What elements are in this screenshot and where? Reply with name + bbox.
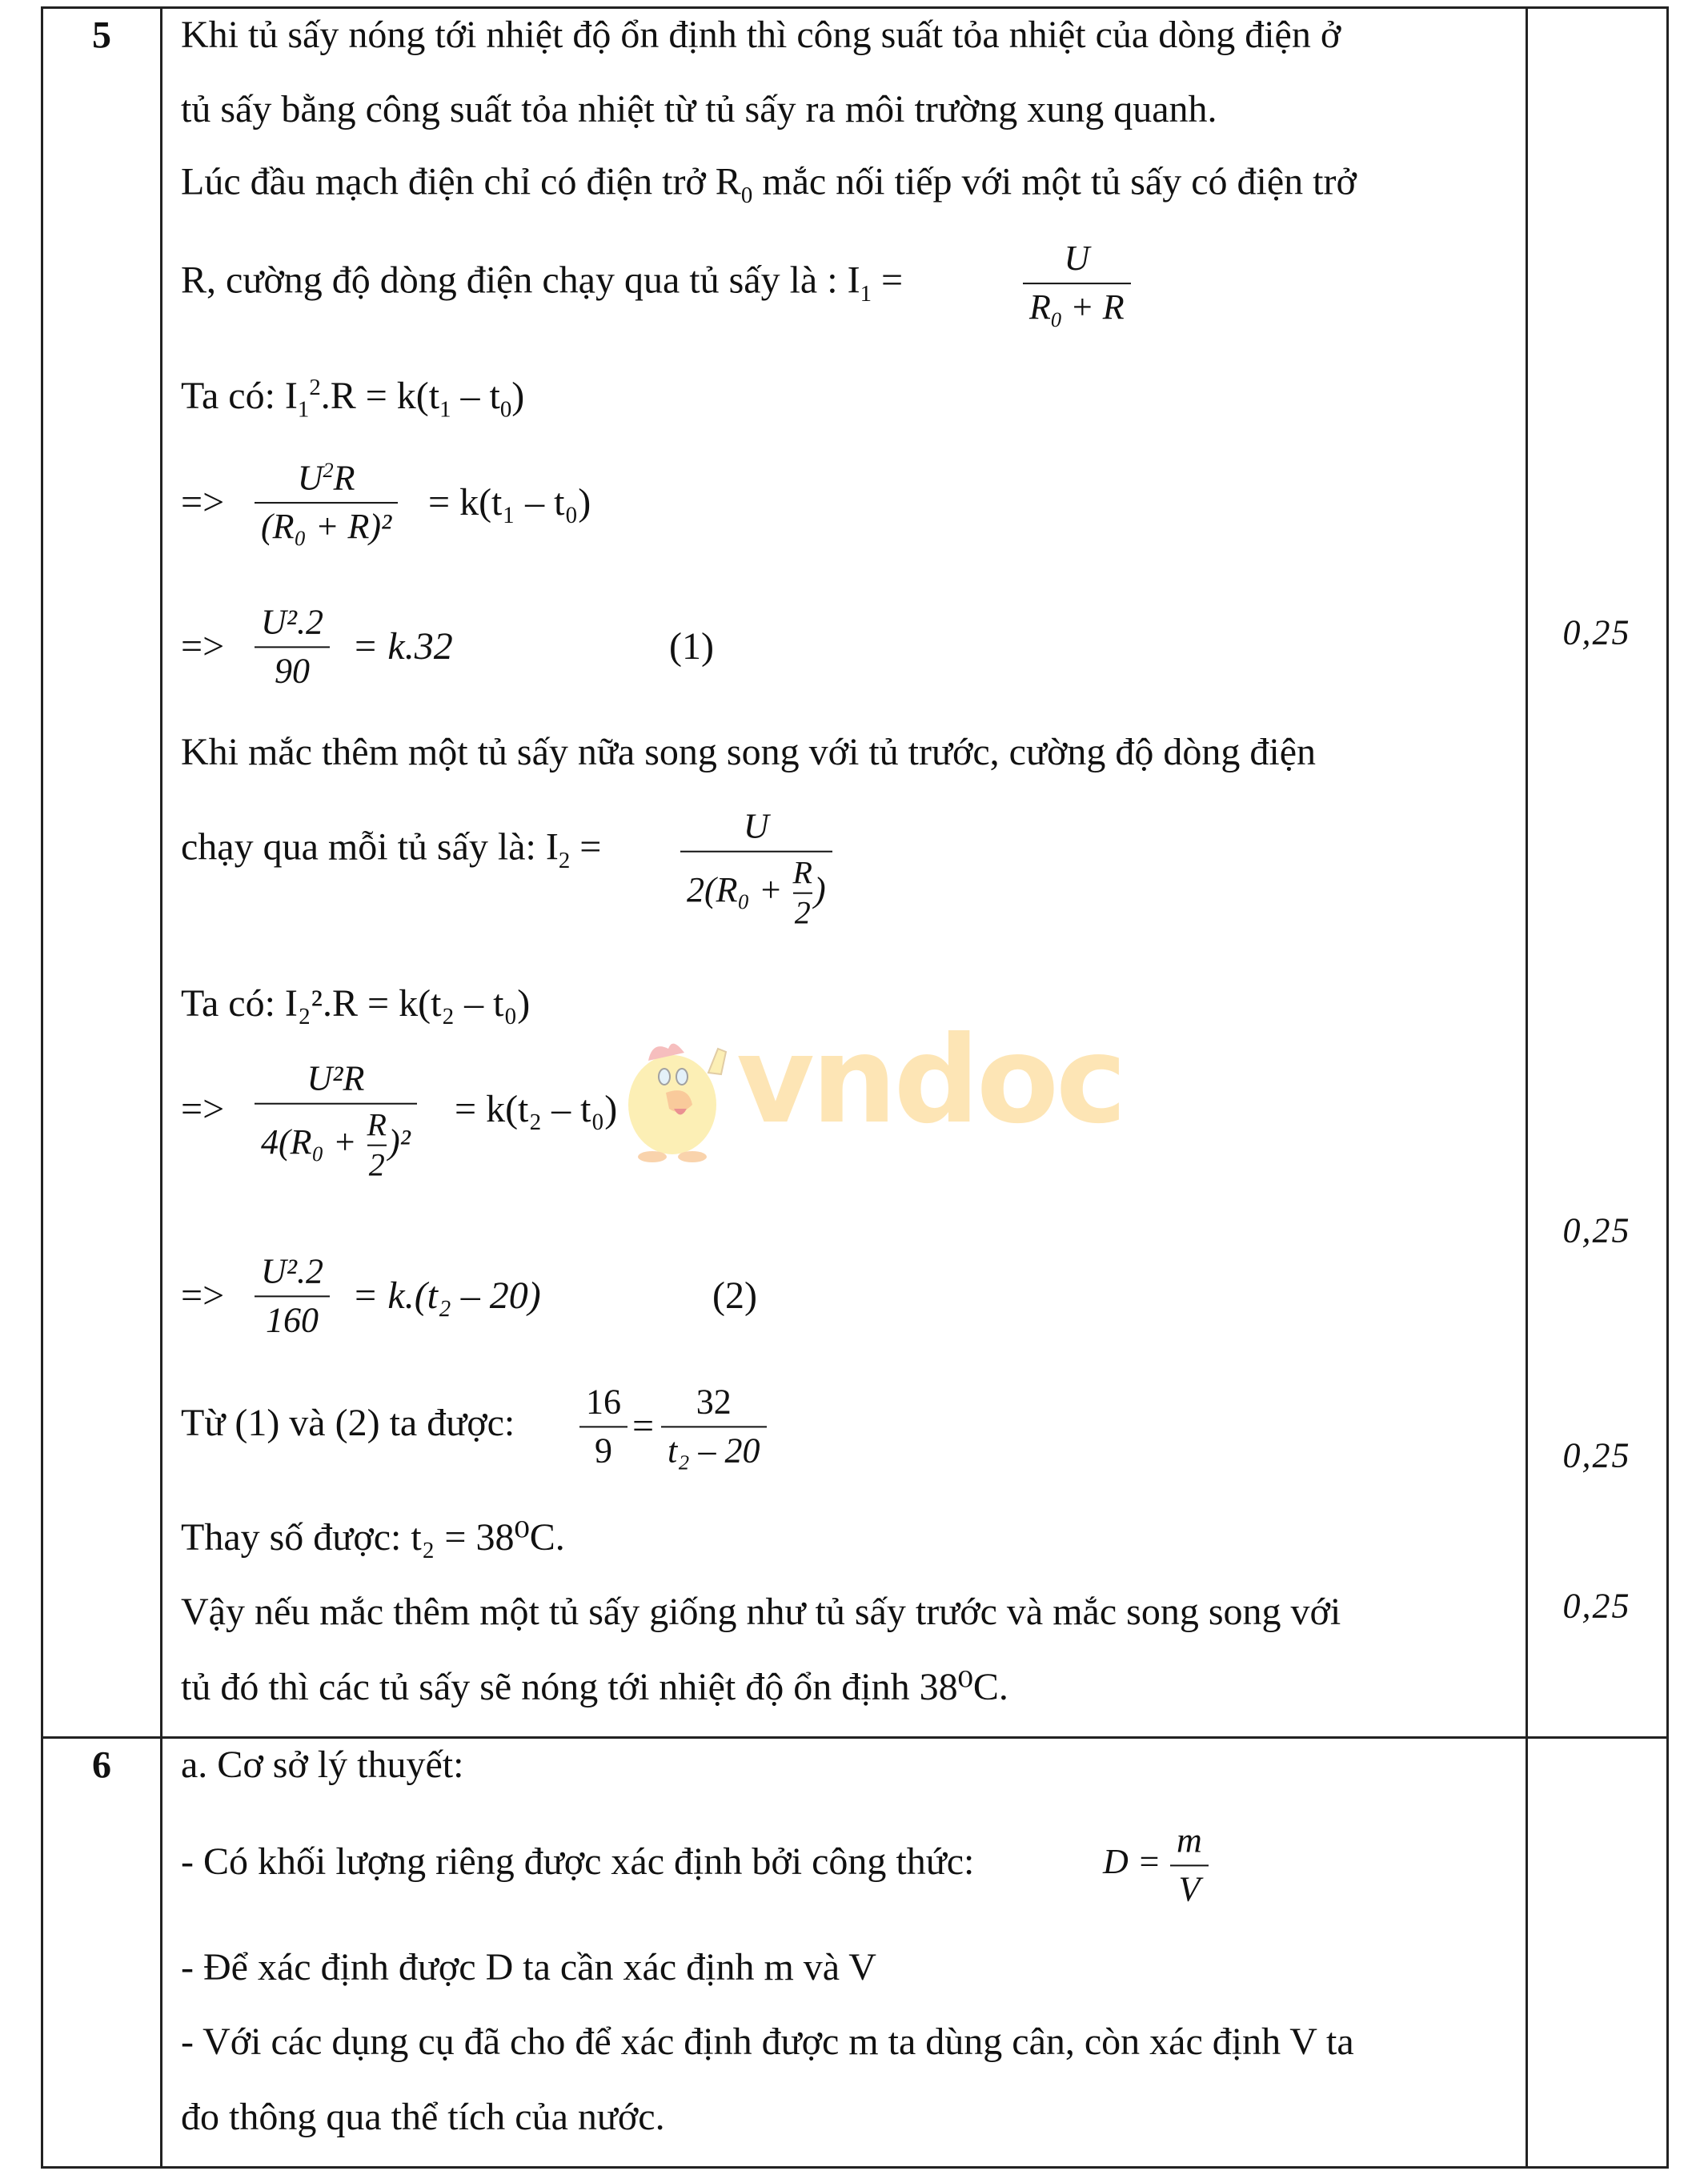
superscript: 2 bbox=[309, 374, 321, 400]
text-segment: Lúc đầu mạch điện chỉ có điện trở R bbox=[181, 160, 741, 203]
formula-6 bbox=[255, 1251, 330, 1340]
text-segment: U bbox=[297, 458, 323, 498]
text-segment: mắc nối tiếp với một tủ sấy có điện trở bbox=[752, 160, 1357, 203]
fraction-numerator: 16 bbox=[586, 1382, 621, 1422]
table-left-border bbox=[41, 6, 43, 2169]
fraction-bar bbox=[255, 502, 398, 504]
subscript: 0 bbox=[1050, 307, 1062, 331]
fraction-denominator: 2 bbox=[368, 1146, 385, 1183]
watermark-text: vndoc bbox=[736, 1011, 1124, 1150]
equation-label: (1) bbox=[669, 625, 714, 668]
formula-3 bbox=[255, 602, 330, 691]
fraction-denominator bbox=[255, 1107, 417, 1182]
question-number: 6 bbox=[92, 1744, 111, 1787]
formula-2 bbox=[255, 458, 398, 548]
fraction-bar bbox=[255, 1295, 330, 1297]
subscript: 0 bbox=[740, 182, 753, 208]
subscript: 1 bbox=[439, 396, 451, 423]
text-segment: Ta có: I bbox=[181, 374, 298, 417]
fraction-denominator: (R₀ + R)² bbox=[261, 507, 392, 547]
question-number: 5 bbox=[92, 14, 111, 57]
fraction-denominator bbox=[1023, 287, 1131, 331]
text-segment: .R = k(t bbox=[320, 374, 440, 417]
fraction-denominator bbox=[680, 855, 832, 930]
chicken-mascot-icon bbox=[616, 1029, 736, 1165]
equation-label: (2) bbox=[712, 1274, 757, 1317]
subscript: 0 bbox=[499, 396, 512, 423]
implies-arrow: => bbox=[181, 1088, 225, 1130]
score-cell: 0,25 bbox=[1562, 1435, 1631, 1475]
text-line bbox=[181, 825, 602, 873]
fraction-bar bbox=[255, 1102, 417, 1104]
text-line: Ta có: I₂².R = k(t₂ – t₀) bbox=[181, 982, 531, 1025]
formula-i1 bbox=[1023, 239, 1131, 331]
row-divider bbox=[42, 1736, 1668, 1739]
text-line: - Với các dụng cụ đã cho để xác định được m ta dùng cân, còn xác định V ta bbox=[181, 2020, 1354, 2063]
text-line: - Có khối lượng riêng được xác định bởi công thức: bbox=[181, 1840, 975, 1883]
fraction-bar bbox=[1023, 283, 1131, 284]
table-right-border bbox=[1666, 6, 1669, 2169]
equation-rhs: = k(t₁ – t₀) bbox=[428, 481, 591, 524]
text-segment: + R bbox=[1061, 287, 1125, 327]
text-line: - Để xác định được D ta cần xác định m và V bbox=[181, 1946, 876, 1988]
table-top-border bbox=[42, 6, 1668, 9]
fraction-denominator: V bbox=[1178, 1869, 1201, 1908]
text-segment: 2(R₀ + bbox=[687, 869, 792, 909]
fraction-bar bbox=[680, 850, 832, 852]
text-segment: ) bbox=[813, 869, 826, 909]
fraction-denominator: 2 bbox=[794, 894, 811, 931]
fraction-numerator: 32 bbox=[696, 1382, 732, 1422]
text-segment: ) bbox=[511, 374, 525, 417]
fraction-bar bbox=[793, 892, 812, 893]
fraction-bar bbox=[1170, 1864, 1209, 1866]
text-line bbox=[181, 160, 1357, 208]
formula-density bbox=[1170, 1820, 1209, 1909]
inner-fraction bbox=[367, 1107, 387, 1182]
text-line: a. Cơ sở lý thuyết: bbox=[181, 1744, 464, 1786]
text-segment: 4(R₀ + bbox=[261, 1122, 366, 1162]
score-cell: 0,25 bbox=[1562, 1210, 1631, 1250]
text-segment: chạy qua mỗi tủ sấy là: I bbox=[181, 825, 559, 869]
implies-arrow: => bbox=[181, 625, 225, 668]
text-segment: R bbox=[1029, 287, 1051, 327]
inner-fraction bbox=[793, 855, 812, 930]
formula-i2 bbox=[680, 807, 832, 931]
fraction-numerator: R bbox=[367, 1106, 387, 1143]
superscript: 2 bbox=[323, 458, 334, 483]
fraction-numerator: U².2 bbox=[261, 1251, 323, 1291]
equals-sign: = bbox=[632, 1405, 655, 1447]
fraction-denominator: 9 bbox=[595, 1431, 612, 1470]
text-segment: )² bbox=[387, 1122, 411, 1162]
text-line: Thay số được: t₂ = 38⁰C. bbox=[181, 1516, 565, 1559]
text-segment: = bbox=[570, 825, 602, 869]
text-line: đo thông qua thể tích của nước. bbox=[181, 2096, 665, 2138]
fraction-bar bbox=[367, 1144, 387, 1146]
equation-rhs: = k.(t₂ – 20) bbox=[352, 1274, 541, 1317]
fraction-bar bbox=[255, 646, 330, 648]
text-segment: R bbox=[333, 458, 355, 498]
subscript: 2 bbox=[558, 847, 571, 873]
fraction-numerator: U bbox=[1064, 239, 1090, 279]
text-line: Khi mắc thêm một tủ sấy nữa song song với tủ trước, cường độ dòng điện bbox=[181, 731, 1317, 773]
fraction-numerator: U bbox=[743, 806, 769, 846]
text-line bbox=[181, 261, 903, 305]
column-divider-score bbox=[1526, 6, 1528, 2169]
fraction-numerator: R bbox=[792, 854, 812, 891]
text-line: Vậy nếu mắc thêm một tủ sấy giống như tủ sấy trước và mắc song song với bbox=[181, 1591, 1341, 1633]
fraction-numerator: m bbox=[1177, 1820, 1202, 1860]
score-cell: 0,25 bbox=[1562, 1586, 1631, 1626]
fraction-denominator: 90 bbox=[274, 651, 310, 690]
fraction-bar bbox=[579, 1426, 627, 1427]
subscript: 1 bbox=[297, 396, 310, 423]
fraction-numerator: U².2 bbox=[261, 602, 323, 642]
text-line: tủ đó thì các tủ sấy sẽ nóng tới nhiệt độ ổn định 38⁰C. bbox=[181, 1666, 1008, 1708]
formula-lhs: D = bbox=[1103, 1842, 1161, 1881]
text-segment: R, cường độ dòng điện chạy qua tủ sấy là : I bbox=[181, 259, 860, 302]
fraction-numerator bbox=[291, 458, 362, 499]
text-line bbox=[181, 376, 524, 421]
text-segment: = bbox=[871, 259, 904, 302]
text-line: Khi tủ sấy nóng tới nhiệt độ ổn định thì công suất tỏa nhiệt của dòng điện ở bbox=[181, 14, 1341, 56]
formula-5 bbox=[255, 1059, 417, 1183]
subscript: 1 bbox=[860, 280, 872, 307]
equation-rhs: = k(t₂ – t₀) bbox=[455, 1088, 618, 1130]
implies-arrow: => bbox=[181, 481, 225, 524]
text-line: Từ (1) và (2) ta được: bbox=[181, 1402, 515, 1444]
equation-rhs: = k.32 bbox=[352, 625, 453, 668]
table-bottom-border bbox=[42, 2166, 1668, 2169]
fraction-16-9 bbox=[579, 1382, 627, 1471]
fraction-denominator: t₂ – 20 bbox=[668, 1431, 760, 1470]
score-cell: 0,25 bbox=[1562, 612, 1631, 652]
fraction-bar bbox=[661, 1426, 767, 1427]
fraction-32-t2 bbox=[661, 1382, 767, 1471]
implies-arrow: => bbox=[181, 1274, 225, 1317]
text-line: tủ sấy bằng công suất tỏa nhiệt từ tủ sấy ra môi trường xung quanh. bbox=[181, 88, 1217, 130]
text-segment: – t bbox=[451, 374, 500, 417]
column-divider-number bbox=[160, 6, 162, 2169]
fraction-denominator: 160 bbox=[265, 1300, 319, 1339]
vndoc-watermark bbox=[616, 1011, 1124, 1165]
fraction-numerator: U²R bbox=[307, 1058, 365, 1098]
